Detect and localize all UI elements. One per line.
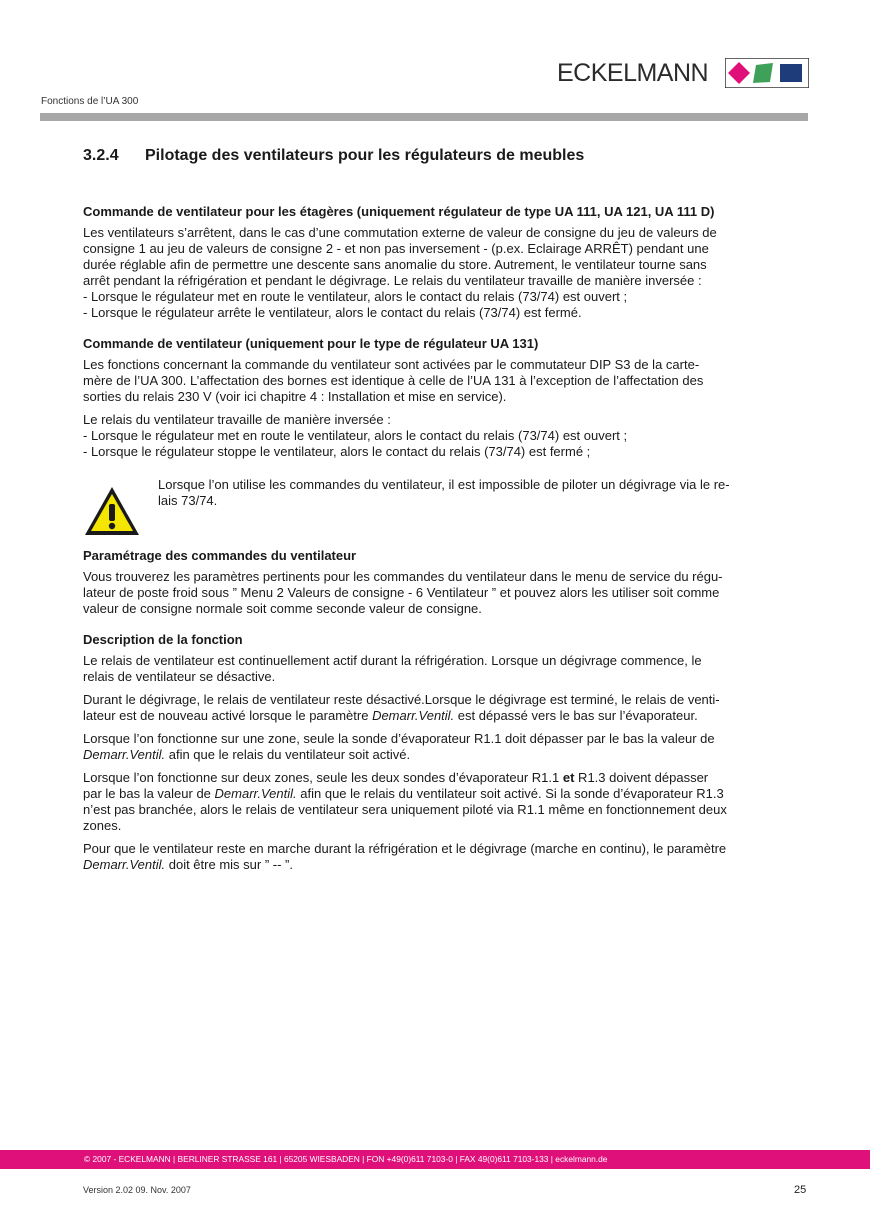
text-line bbox=[83, 708, 809, 724]
text-line: - Lorsque le régulateur met en route le ventilateur, alors le contact du relais (73/74) est ouvert ; bbox=[83, 428, 628, 443]
text-fragment: doit être mis sur ” -- ”. bbox=[165, 857, 293, 872]
text-line: Le relais du ventilateur travaille de manière inversée : bbox=[83, 412, 391, 427]
section-number: 3.2.4 bbox=[83, 147, 119, 164]
paragraph-shelf-fans bbox=[83, 225, 809, 321]
footer-contact: © 2007 - ECKELMANN | BERLINER STRASSE 161 | 65205 WIESBADEN | FON +49(0)611 7103-0 | FAX 49(0)611 7103-133 | eckelmann.de bbox=[84, 1154, 608, 1164]
header-divider bbox=[40, 113, 808, 121]
text-line: valeur de consigne normale soit comme seconde valeur de consigne. bbox=[83, 601, 482, 616]
subheading-ua131: Commande de ventilateur (uniquement pour le type de régulateur UA 131) bbox=[83, 336, 539, 351]
paragraph-function-1 bbox=[83, 653, 809, 685]
text-line: durée réglable afin de permettre une descente sans anomalie du store. Autrement, le ventilateur tourne sans bbox=[83, 257, 707, 272]
parameter-name: Demarr.Ventil. bbox=[372, 708, 455, 723]
text-line: Lorsque l’on utilise les commandes du ventilateur, il est impossible de piloter un dégivrage via le re- bbox=[158, 477, 730, 492]
text-line: zones. bbox=[83, 818, 122, 833]
paragraph-ua131-dip bbox=[83, 357, 809, 405]
text-line: - Lorsque le régulateur arrête le ventilateur, alors le contact du relais (73/74) est fermé. bbox=[83, 305, 582, 320]
text-line: Lorsque l’on fonctionne sur une zone, seule la sonde d’évaporateur R1.1 doit dépasser par le bas la valeur de bbox=[83, 731, 715, 746]
document-version: Version 2.02 09. Nov. 2007 bbox=[83, 1185, 191, 1195]
text-line: - Lorsque le régulateur met en route le ventilateur, alors le contact du relais (73/74) est ouvert ; bbox=[83, 289, 628, 304]
text-line: - Lorsque le régulateur stoppe le ventilateur, alors le contact du relais (73/74) est fermé ; bbox=[83, 444, 591, 459]
section-title bbox=[83, 146, 809, 166]
paragraph-function-4 bbox=[83, 770, 809, 834]
text-line bbox=[83, 786, 809, 802]
text-fragment: Lorsque l’on fonctionne sur deux zones, seule les deux sondes d’évaporateur R1.1 bbox=[83, 770, 563, 785]
paragraph-function-2 bbox=[83, 692, 809, 724]
subheading-shelf-fans: Commande de ventilateur pour les étagères (uniquement régulateur de type UA 111, UA 121, UA 111 D) bbox=[83, 204, 715, 219]
text-line: arrêt pendant la réfrigération et pendant le dégivrage. Le relais du ventilateur travaille de manière inversée : bbox=[83, 273, 702, 288]
text-fragment: afin que le relais du ventilateur soit activé. Si la sonde d’évaporateur R1.3 bbox=[296, 786, 724, 801]
parameter-name: Demarr.Ventil. bbox=[83, 857, 166, 872]
paragraph-function-3 bbox=[83, 731, 809, 763]
text-line: mère de l’UA 300. L’affectation des bornes est identique à celle de l’UA 131 à l’exception de l’affectation des bbox=[83, 373, 704, 388]
footer-bar bbox=[0, 1150, 870, 1169]
text-line: n’est pas branchée, alors le relais de ventilateur sera uniquement piloté via R1.1 même en fonctionnement deux bbox=[83, 802, 727, 817]
text-line: Vous trouverez les paramètres pertinents pour les commandes du ventilateur dans le menu de service du régu- bbox=[83, 569, 723, 584]
brand-name: ECKELMANN bbox=[557, 59, 709, 87]
text-line: Les ventilateurs s’arrêtent, dans le cas d’une commutation externe de valeur de consigne du jeu de valeurs de bbox=[83, 225, 717, 240]
text-fragment: afin que le relais du ventilateur soit activé. bbox=[165, 747, 411, 762]
document-header-title: Fonctions de l’UA 300 bbox=[41, 96, 139, 107]
text-line: sorties du relais 230 V (voir ici chapitre 4 : Installation et mise en service). bbox=[83, 389, 507, 404]
text-line: lais 73/74. bbox=[158, 493, 218, 508]
warning-note bbox=[83, 477, 809, 533]
paragraph-function-5 bbox=[83, 841, 809, 873]
text-line: consigne 1 au jeu de valeurs de consigne 2 - et non pas inversement - (p.ex. Eclairage ARRÊT) pendant une bbox=[83, 241, 709, 256]
text-fragment: par le bas la valeur de bbox=[83, 786, 215, 801]
text-line: Les fonctions concernant la commande du ventilateur sont activées par le commutateur DIP S3 de la carte- bbox=[83, 357, 700, 372]
text-line bbox=[83, 857, 809, 873]
subheading-parameters: Paramétrage des commandes du ventilateur bbox=[83, 548, 357, 563]
section-title-text: Pilotage des ventilateurs pour les régulateurs de meubles bbox=[145, 147, 585, 164]
text-fragment: est dépassé vers le bas sur l’évaporateur. bbox=[454, 708, 698, 723]
text-line: Durant le dégivrage, le relais de ventilateur reste désactivé.Lorsque le dégivrage est terminé, le relais de venti- bbox=[83, 692, 720, 707]
paragraph-ua131-relay bbox=[83, 412, 809, 460]
text-line bbox=[83, 747, 809, 763]
text-line bbox=[83, 770, 809, 786]
brand-marks-icon bbox=[725, 58, 809, 88]
text-line: Le relais de ventilateur est continuellement actif durant la réfrigération. Lorsque un dégivrage commence, le bbox=[83, 653, 702, 668]
warning-text bbox=[158, 477, 803, 509]
warning-triangle-icon bbox=[83, 485, 141, 537]
page-number: 25 bbox=[794, 1184, 807, 1196]
eckelmann-logo bbox=[557, 58, 809, 88]
parameter-name: Demarr.Ventil. bbox=[214, 786, 297, 801]
text-fragment: R1.3 doivent dépasser bbox=[574, 770, 709, 785]
page-content bbox=[83, 146, 809, 873]
emphasis-et: et bbox=[562, 770, 575, 785]
text-fragment: lateur est de nouveau activé lorsque le paramètre bbox=[83, 708, 373, 723]
text-line: relais de ventilateur se désactive. bbox=[83, 669, 276, 684]
paragraph-parameters bbox=[83, 569, 809, 617]
text-line: lateur de poste froid sous ” Menu 2 Valeurs de consigne - 6 Ventilateur ” et pouvez alors les utiliser soit comme bbox=[83, 585, 720, 600]
parameter-name: Demarr.Ventil. bbox=[83, 747, 166, 762]
text-line: Pour que le ventilateur reste en marche durant la réfrigération et le dégivrage (marche en continu), le paramètre bbox=[83, 841, 727, 856]
subheading-function: Description de la fonction bbox=[83, 632, 243, 647]
